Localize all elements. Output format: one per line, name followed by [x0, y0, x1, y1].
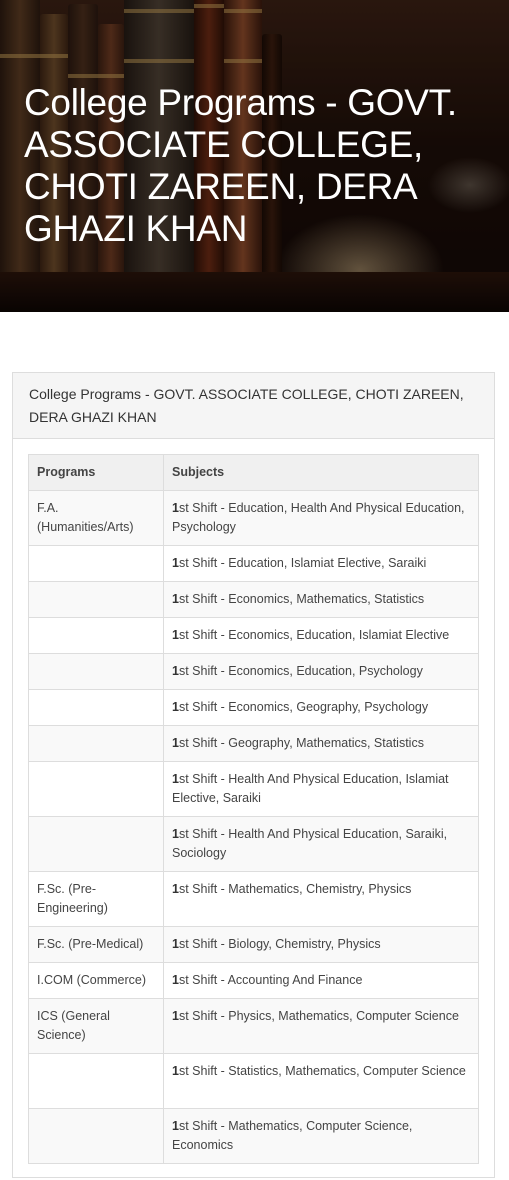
subjects-cell: [164, 1054, 479, 1109]
subjects-cell: [164, 927, 479, 963]
program-cell: F.A. (Humanities/Arts): [29, 491, 164, 546]
shift-number: 1: [172, 937, 179, 951]
program-cell: I.COM (Commerce): [29, 963, 164, 999]
subjects-text: st Shift - Education, Health And Physical Education, Psychology: [172, 501, 465, 534]
table-row: [29, 546, 479, 582]
shift-number: 1: [172, 628, 179, 642]
table-row: [29, 690, 479, 726]
subjects-cell: [164, 963, 479, 999]
subjects-cell: [164, 618, 479, 654]
subjects-cell: [164, 726, 479, 762]
program-cell: F.Sc. (Pre-Engineering): [29, 872, 164, 927]
subjects-text: st Shift - Economics, Mathematics, Statistics: [178, 592, 425, 606]
program-cell: ICS (General Science): [29, 999, 164, 1054]
program-cell: [29, 762, 164, 817]
header-subjects: Subjects: [164, 455, 479, 491]
subjects-text: st Shift - Mathematics, Computer Science, Economics: [172, 1119, 413, 1152]
table-row: [29, 963, 479, 999]
program-cell: [29, 726, 164, 762]
shift-number: 1: [172, 700, 179, 714]
subjects-cell: [164, 491, 479, 546]
subjects-text: st Shift - Statistics, Mathematics, Computer Science: [178, 1064, 466, 1078]
table-row: [29, 491, 479, 546]
subjects-cell: [164, 582, 479, 618]
subjects-text: st Shift - Economics, Education, Islamiat Elective: [178, 628, 450, 642]
program-cell: [29, 618, 164, 654]
subjects-text: st Shift - Education, Islamiat Elective, Saraiki: [178, 556, 427, 570]
shift-number: 1: [172, 772, 179, 786]
subjects-text: st Shift - Physics, Mathematics, Computer Science: [178, 1009, 459, 1023]
program-cell: [29, 1054, 164, 1109]
shift-number: 1: [172, 1064, 179, 1078]
panel-heading: College Programs - GOVT. ASSOCIATE COLLEGE, CHOTI ZAREEN, DERA GHAZI KHAN: [13, 373, 494, 439]
subjects-cell: [164, 999, 479, 1054]
shift-number: 1: [172, 736, 179, 750]
subjects-cell: [164, 762, 479, 817]
table-row: [29, 1054, 479, 1109]
shift-number: 1: [172, 664, 179, 678]
shift-number: 1: [172, 882, 179, 896]
subjects-text: st Shift - Economics, Education, Psychology: [178, 664, 423, 678]
table-row: [29, 817, 479, 872]
shift-number: 1: [172, 827, 179, 841]
program-cell: [29, 654, 164, 690]
table-header-row: [29, 455, 479, 491]
subjects-cell: [164, 817, 479, 872]
program-cell: [29, 817, 164, 872]
subjects-cell: [164, 690, 479, 726]
shift-number: 1: [172, 501, 179, 515]
program-cell: [29, 546, 164, 582]
header-programs: Programs: [29, 455, 164, 491]
programs-table: [28, 454, 479, 1164]
table-row: [29, 927, 479, 963]
subjects-text: st Shift - Geography, Mathematics, Statistics: [178, 736, 424, 750]
subjects-text: st Shift - Mathematics, Chemistry, Physics: [178, 882, 412, 896]
table-row: [29, 999, 479, 1054]
subjects-text: st Shift - Accounting And Finance: [178, 973, 363, 987]
table-row: [29, 872, 479, 927]
program-cell: [29, 582, 164, 618]
subjects-text: st Shift - Health And Physical Education, Saraiki, Sociology: [172, 827, 448, 860]
subjects-text: st Shift - Biology, Chemistry, Physics: [178, 937, 381, 951]
table-row: [29, 1109, 479, 1164]
subjects-text: st Shift - Economics, Geography, Psychology: [178, 700, 429, 714]
table-row: [29, 654, 479, 690]
programs-table-wrap: [28, 454, 479, 1164]
program-cell: F.Sc. (Pre-Medical): [29, 927, 164, 963]
shift-number: 1: [172, 1119, 179, 1133]
subjects-text: st Shift - Health And Physical Education, Islamiat Elective, Saraiki: [172, 772, 449, 805]
subjects-cell: [164, 872, 479, 927]
programs-panel: [12, 372, 495, 1178]
table-row: [29, 726, 479, 762]
shift-number: 1: [172, 556, 179, 570]
subjects-cell: [164, 546, 479, 582]
page-title: College Programs - GOVT. ASSOCIATE COLLEGE, CHOTI ZAREEN, DERA GHAZI KHAN: [24, 82, 457, 249]
program-cell: [29, 690, 164, 726]
subjects-cell: [164, 1109, 479, 1164]
shift-number: 1: [172, 1009, 179, 1023]
table-row: [29, 762, 479, 817]
hero-banner: [0, 0, 509, 312]
table-row: [29, 618, 479, 654]
table-row: [29, 582, 479, 618]
program-cell: [29, 1109, 164, 1164]
shift-number: 1: [172, 592, 179, 606]
shift-number: 1: [172, 973, 179, 987]
subjects-cell: [164, 654, 479, 690]
